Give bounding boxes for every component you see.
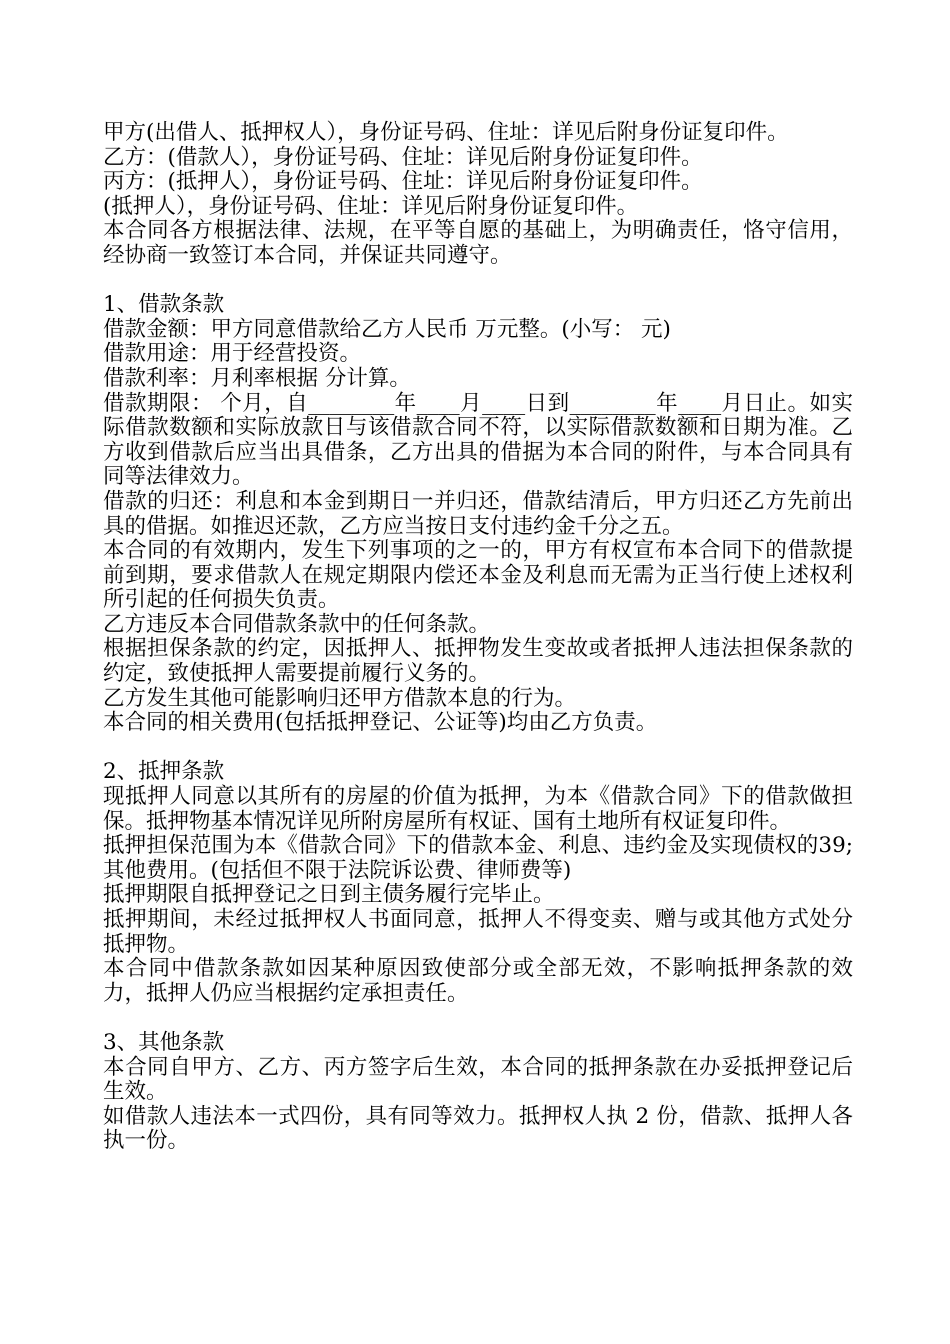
mortgagor-line: (抵押人），身份证号码、住址：详见后附身份证复印件。 <box>103 193 639 219</box>
other-risk-paragraph: 乙方发生其他可能影响归还甲方借款本息的行为。 <box>103 685 577 711</box>
loan-repayment-paragraph: 借款的归还：利息和本金到期日一并归还，借款结清后，甲方归还乙方先前出具的借据。如推迟还款，乙方应当按日支付违约金千分之五。 <box>103 488 853 539</box>
section-heading-other: 3、其他条款 <box>103 1029 225 1055</box>
mortgage-restriction-paragraph: 抵押期间，未经过抵押权人书面同意，抵押人不得变卖、赠与或其他方式处分抵押物。 <box>103 907 853 957</box>
mortgage-scope-paragraph: 抵押担保范围为本《借款合同》下的借款本金、利息、违约金及实现债权的39;其他费用。(包括但不限于法院诉讼费、律师费等) <box>103 833 853 883</box>
spacer <box>103 269 853 294</box>
loan-purpose-paragraph: 借款用途：用于经营投资。 <box>103 341 362 367</box>
party-b-line: 乙方：(借款人），身份证号码、住址：详见后附身份证复印件。 <box>103 144 703 170</box>
mortgage-validity-paragraph: 本合同中借款条款如因某种原因致使部分或全部无效，不影响抵押条款的效力，抵押人仍应当根据约定承担责任。 <box>103 956 853 1006</box>
party-a-line: 甲方(出借人、抵押权人），身份证号码、住址：详见后附身份证复印件。 <box>103 120 789 145</box>
mortgage-term-paragraph: 抵押期限自抵押登记之日到主债务履行完毕止。 <box>103 882 555 908</box>
preamble-paragraph: 本合同各方根据法律、法规，在平等自愿的基础上，为明确责任，恪守信用，经协商一致签订本合同，并保证共同遵守。 <box>103 218 853 268</box>
copies-paragraph: 如借款人违法本一式四份，具有同等效力。抵押权人执 2 份，借款、抵押人各执一份。 <box>103 1103 853 1154</box>
acceleration-paragraph: 本合同的有效期内，发生下列事项的之一的，甲方有权宣布本合同下的借款提前到期，要求借款人在规定期限内偿还本金及利息而无需为正当行使上述权利所引起的任何损失负责。 <box>103 538 853 613</box>
breach-paragraph: 乙方违反本合同借款条款中的任何条款。 <box>103 611 491 637</box>
contract-document <box>103 121 853 1154</box>
guarantee-breach-paragraph: 根据担保条款的约定，因抵押人、抵押物发生变故或者抵押人违法担保条款的约定，致使抵押人需要提前履行义务的。 <box>103 636 853 687</box>
party-c-line: 丙方：(抵押人），身份证号码、住址：详见后附身份证复印件。 <box>103 169 703 195</box>
spacer <box>103 1006 853 1031</box>
loan-amount-paragraph: 借款金额：甲方同意借款给乙方人民币 万元整。(小写： 元) <box>103 316 671 342</box>
section-heading-loan: 1、借款条款 <box>103 292 225 318</box>
loan-rate-paragraph: 借款利率：月利率根据 分计算。 <box>103 365 411 391</box>
spacer <box>103 736 853 761</box>
loan-term-paragraph: 借款期限： 个月，自________年____月____日到________年____月日止。如实际借款数额和实际放款日与该借款合同不符，以实际借款数额和日期为准。乙方收到借款后应当出具借条，乙方出具的借据为本合同的附件，与本合同具有同等法律效力。 <box>103 390 853 490</box>
section-heading-mortgage: 2、抵押条款 <box>103 759 225 785</box>
mortgage-object-paragraph: 现抵押人同意以其所有的房屋的价值为抵押，为本《借款合同》下的借款做担保。抵押物基本情况详见所附房屋所有权证、国有土地所有权证复印件。 <box>103 784 853 834</box>
fees-paragraph: 本合同的相关费用(包括抵押登记、公证等)均由乙方负责。 <box>103 710 658 736</box>
effectiveness-paragraph: 本合同自甲方、乙方、丙方签字后生效，本合同的抵押条款在办妥抵押登记后生效。 <box>103 1054 853 1105</box>
